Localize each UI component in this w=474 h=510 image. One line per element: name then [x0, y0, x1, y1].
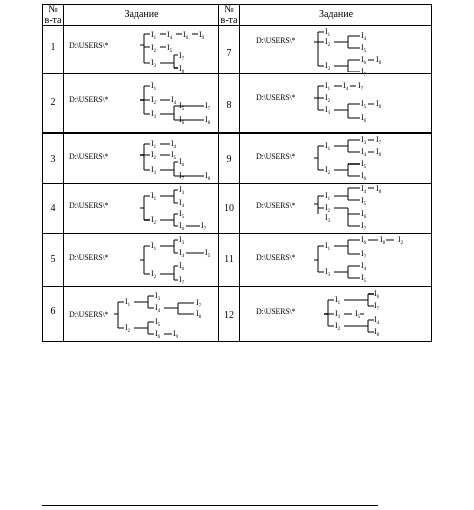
tree-node: $I_2$	[325, 37, 331, 48]
tree-node: $I_6$	[179, 261, 185, 272]
task-path: D:\USERS\*	[69, 95, 109, 104]
tree-node: $I_5$	[155, 317, 161, 328]
tree-node: $I_9$	[173, 329, 179, 340]
tree-node-index: 9	[201, 36, 205, 41]
tree-node: $I_5$	[361, 43, 367, 54]
column-header-number-right	[218, 4, 240, 26]
tree-node-index: 6	[376, 295, 380, 300]
tree-node: $I_2$	[151, 215, 157, 226]
tree-node-index: 5	[357, 315, 361, 320]
task-path: D:\USERS\*	[256, 36, 296, 45]
tree-node-index: 3	[363, 141, 367, 146]
tree-node: $I_3$	[179, 235, 185, 246]
tree-node-index: 8	[198, 315, 202, 320]
tree-node: $I_2$	[151, 269, 157, 280]
tree-node: $I_1$	[325, 141, 331, 152]
tree-node: $I_3$	[179, 185, 185, 196]
tree-node: $I_7$	[361, 221, 367, 232]
tree-node: $I_7$	[196, 298, 202, 309]
tree-node: $I_2$	[398, 235, 404, 246]
tree-node-index: 3	[327, 111, 331, 116]
tree-node-index: 3	[327, 219, 331, 224]
tree-node-index: 1	[153, 247, 157, 252]
tree-node-index: 3	[181, 191, 185, 196]
tree-node: $I_1$	[151, 30, 157, 41]
tree-node: $I_1$	[151, 81, 157, 92]
tree-node-index: 1	[153, 36, 157, 41]
number-header-line1: №	[48, 4, 58, 15]
tree-node-index: 4	[173, 101, 177, 106]
tree-node: $I_4$	[361, 261, 367, 272]
task-path: D:\USERS\*	[256, 253, 296, 262]
column-header-number-left	[42, 4, 64, 26]
tree-node-index: 4	[363, 37, 367, 42]
tree-node: $I_4$	[361, 31, 367, 42]
column-header-task-left: Задание	[124, 9, 159, 20]
tree-node-index: 6	[363, 119, 367, 124]
tree-node-index: 8	[378, 190, 382, 195]
tree-node: $I_4$	[179, 198, 185, 209]
tree-node: $I_4$	[361, 147, 367, 158]
tree-node: $I_6$	[361, 171, 367, 182]
tree-node-index: 8	[207, 121, 211, 126]
tree-node: $I_5$	[361, 99, 367, 110]
tree-node: $I_3$	[325, 61, 331, 72]
variant-number: 2	[50, 97, 56, 108]
tree-node-index: 5	[363, 202, 367, 207]
variant-number: 3	[50, 154, 56, 165]
tree-node-index: 4	[169, 36, 173, 41]
tree-node: $I_8$	[376, 99, 382, 110]
tree-node: $I_7$	[374, 301, 380, 312]
tree-node: $I_8$	[205, 171, 211, 182]
tree-node: $I_8$	[374, 327, 380, 338]
tree-node: $I_8$	[179, 64, 185, 75]
tree-node-index: 7	[181, 177, 185, 182]
tree-node-index: 8	[207, 177, 211, 182]
tree-node: $I_6$	[179, 115, 185, 126]
tree-node-index: 4	[345, 87, 349, 92]
tree-node-index: 4	[181, 204, 185, 209]
number-header-line2: в-та	[44, 15, 62, 26]
tree-node: $I_7$	[205, 101, 211, 112]
tree-node: $I_9$	[199, 30, 205, 41]
tree-node: $I_5$	[167, 43, 173, 54]
tree-node-index: 3	[181, 241, 185, 246]
tree-node: $I_8$	[380, 235, 386, 246]
tree-node: $I_1$	[125, 297, 131, 308]
tree-node-index: 8	[181, 70, 185, 75]
tree-node: $I_4$	[171, 139, 177, 150]
tree-node-index: 5	[363, 165, 367, 170]
task-path: D:\USERS\*	[69, 310, 109, 319]
tree-node: $I_1$	[151, 191, 157, 202]
tree-node-index: 7	[207, 107, 211, 112]
tree-node: $I_8$	[376, 147, 382, 158]
tree-node-index: 1	[127, 303, 131, 308]
tree-node: $I_1$	[335, 295, 341, 306]
tree-node-index: 2	[337, 327, 341, 332]
tree-node-index: 4	[363, 190, 367, 195]
column-header-task-right: Задание	[318, 9, 354, 20]
tree-node-index: 8	[378, 61, 382, 66]
tree-node-index: 2	[327, 209, 331, 214]
tree-node-index: 7	[198, 304, 202, 309]
tree-node-index: 2	[153, 221, 157, 226]
task-path: D:\USERS\*	[256, 307, 296, 316]
tree-node: $I_3$	[325, 213, 331, 224]
tree-node-index: 7	[378, 141, 382, 146]
tree-node-index: 5	[363, 49, 367, 54]
tree-node-index: 8	[382, 241, 386, 246]
tree-node: $I_1$	[151, 139, 157, 150]
tree-node-index: 6	[363, 177, 367, 182]
variant-number: 6	[50, 306, 56, 317]
variant-number: 12	[224, 310, 234, 321]
number-header-line2: в-та	[220, 15, 238, 26]
tree-node-index: 1	[327, 247, 331, 252]
tree-node: $I_6$	[183, 30, 189, 41]
tree-node-index: 7	[360, 87, 364, 92]
tree-node: $I_5$	[179, 101, 185, 112]
tree-node-index: 5	[181, 215, 185, 220]
tree-node-index: 3	[153, 115, 157, 120]
tree-node-index: 1	[153, 197, 157, 202]
task-path: D:\USERS\*	[69, 41, 109, 50]
task-path: D:\USERS\*	[69, 201, 109, 210]
tree-node: $I_6$	[361, 55, 367, 66]
tree-node-index: 6	[185, 36, 189, 41]
tree-node: $I_5$	[361, 273, 367, 284]
tree-node-index: 3	[153, 171, 157, 176]
tree-node-index: 6	[363, 61, 367, 66]
tree-node: $I_3$	[361, 135, 367, 146]
tree-node: $I_2$	[325, 203, 331, 214]
tree-node-index: 7	[181, 281, 185, 286]
tree-node: $I_1$	[325, 191, 331, 202]
tree-node: $I_6$	[179, 157, 185, 168]
tree-node-index: 6	[363, 241, 367, 246]
tree-node-index: 2	[400, 241, 404, 246]
tree-node-index: 5	[157, 323, 161, 328]
tree-node-index: 5	[363, 105, 367, 110]
tree-node-index: 4	[363, 267, 367, 272]
tree-node: $I_5$	[361, 196, 367, 207]
tree-node: $I_3$	[151, 58, 157, 69]
tree-node-index: 7	[363, 227, 367, 232]
tree-node-index: 1	[327, 197, 331, 202]
tree-node: $I_2$	[325, 165, 331, 176]
tree-node: $I_6$	[361, 209, 367, 220]
tree-node: $I_4$	[167, 30, 173, 41]
tree-node: $I_4$	[171, 95, 177, 106]
tree-node: $I_6$	[374, 289, 380, 300]
tree-node-index: 5	[363, 279, 367, 284]
tree-node: $I_7$	[179, 171, 185, 182]
tree-node: $I_3$	[325, 267, 331, 278]
tree-node-index: 3	[327, 273, 331, 278]
tree-node: $I_1$	[325, 241, 331, 252]
tree-node-index: 3	[153, 64, 157, 69]
tree-node: $I_7$	[179, 275, 185, 286]
task-path: D:\USERS\*	[69, 253, 109, 262]
tree-node: $I_3$	[335, 309, 341, 320]
tree-node-index: 5	[181, 107, 185, 112]
tree-node-index: 1	[153, 87, 157, 92]
tree-node: $I_4$	[179, 248, 185, 259]
tree-node: $I_5$	[205, 248, 211, 259]
tree-node-index: 9	[175, 335, 179, 340]
variant-number: 4	[50, 203, 56, 214]
tree-node-index: 2	[153, 49, 157, 54]
tree-node: $I_5$	[171, 150, 177, 161]
tree-node-index: 2	[153, 101, 157, 106]
tree-node-index: 1	[327, 87, 331, 92]
tree-node-index: 5	[169, 49, 173, 54]
tree-node: $I_5$	[179, 209, 185, 220]
tree-node-index: 5	[207, 254, 211, 259]
tree-node-index: 2	[327, 99, 331, 104]
task-path: D:\USERS\*	[256, 201, 296, 210]
tree-node: $I_3$	[151, 165, 157, 176]
tree-node-index: 4	[376, 321, 380, 326]
tree-node: $I_4$	[155, 303, 161, 314]
number-header-line1: №	[224, 4, 234, 15]
tree-node-index: 1	[153, 145, 157, 150]
task-path: D:\USERS\*	[256, 93, 296, 102]
tree-node-index: 2	[153, 156, 157, 161]
tree-node: $I_4$	[374, 315, 380, 326]
tree-node-index: 6	[157, 335, 161, 340]
tree-node-index: 2	[153, 275, 157, 280]
tree-node-index: 1	[327, 33, 331, 38]
variant-number: 8	[226, 100, 232, 111]
tree-node: $I_6$	[179, 221, 185, 232]
tree-node-index: 7	[363, 255, 367, 260]
tree-node: $I_2$	[125, 323, 131, 334]
tree-node-index: 7	[376, 307, 380, 312]
tree-node: $I_6$	[155, 329, 161, 340]
task-path: D:\USERS\*	[69, 152, 109, 161]
tree-node-index: 3	[157, 297, 161, 302]
tree-node: $I_8$	[196, 309, 202, 320]
tree-node: $I_3$	[155, 291, 161, 302]
variant-number: 7	[226, 48, 232, 59]
variant-number: 1	[50, 42, 56, 53]
tree-node-index: 2	[327, 171, 331, 176]
tree-node: $I_5$	[361, 159, 367, 170]
tree-node: $I_7$	[179, 51, 185, 62]
tree-node-index: 7	[181, 57, 185, 62]
tree-node-index: 1	[327, 147, 331, 152]
tree-node-index: 3	[327, 67, 331, 72]
tree-node: $I_4$	[343, 81, 349, 92]
task-path: D:\USERS\*	[256, 152, 296, 161]
tree-node-index: 1	[337, 301, 341, 306]
tree-node: $I_7$	[376, 135, 382, 146]
tree-node: $I_5$	[355, 309, 361, 320]
tree-node: $I_2$	[335, 321, 341, 332]
tree-node-index: 4	[363, 153, 367, 158]
tree-node: $I_1$	[325, 81, 331, 92]
tree-node: $I_2$	[151, 43, 157, 54]
tree-node-index: 5	[173, 156, 177, 161]
tree-node: $I_7$	[201, 221, 207, 232]
tree-node-index: 6	[181, 121, 185, 126]
tree-node: $I_8$	[376, 55, 382, 66]
tree-node: $I_4$	[361, 184, 367, 195]
tree-node: $I_1$	[325, 27, 331, 38]
tree-node-index: 2	[327, 43, 331, 48]
tree-node: $I_7$	[361, 67, 367, 78]
variant-number: 11	[224, 254, 234, 265]
tree-node: $I_8$	[205, 115, 211, 126]
tree-node-index: 8	[376, 333, 380, 338]
tree-node: $I_3$	[325, 105, 331, 116]
tree-node-index: 4	[157, 309, 161, 314]
variant-number: 5	[50, 254, 56, 265]
variant-number: 9	[226, 154, 232, 165]
tree-node-index: 4	[181, 254, 185, 259]
tree-node: $I_3$	[151, 109, 157, 120]
tree-node-index: 6	[181, 267, 185, 272]
tree-node-index: 8	[378, 105, 382, 110]
tree-node-index: 6	[181, 163, 185, 168]
tree-node-index: 7	[363, 73, 367, 78]
tree-node-index: 8	[378, 153, 382, 158]
tree-node-index: 4	[173, 145, 177, 150]
tree-node-index: 2	[127, 329, 131, 334]
tree-node: $I_8$	[376, 184, 382, 195]
tree-node: $I_7$	[361, 249, 367, 260]
tree-node-index: 3	[337, 315, 341, 320]
tree-node-index: 7	[203, 227, 207, 232]
tree-node: $I_7$	[358, 81, 364, 92]
tree-node: $I_6$	[361, 235, 367, 246]
tree-node: $I_2$	[151, 95, 157, 106]
variant-number: 10	[224, 203, 234, 214]
tree-node-index: 6	[363, 215, 367, 220]
tree-node-index: 6	[181, 227, 185, 232]
tree-node: $I_2$	[325, 93, 331, 104]
tree-node: $I_6$	[361, 113, 367, 124]
tree-node: $I_1$	[151, 241, 157, 252]
tree-node: $I_2$	[151, 150, 157, 161]
